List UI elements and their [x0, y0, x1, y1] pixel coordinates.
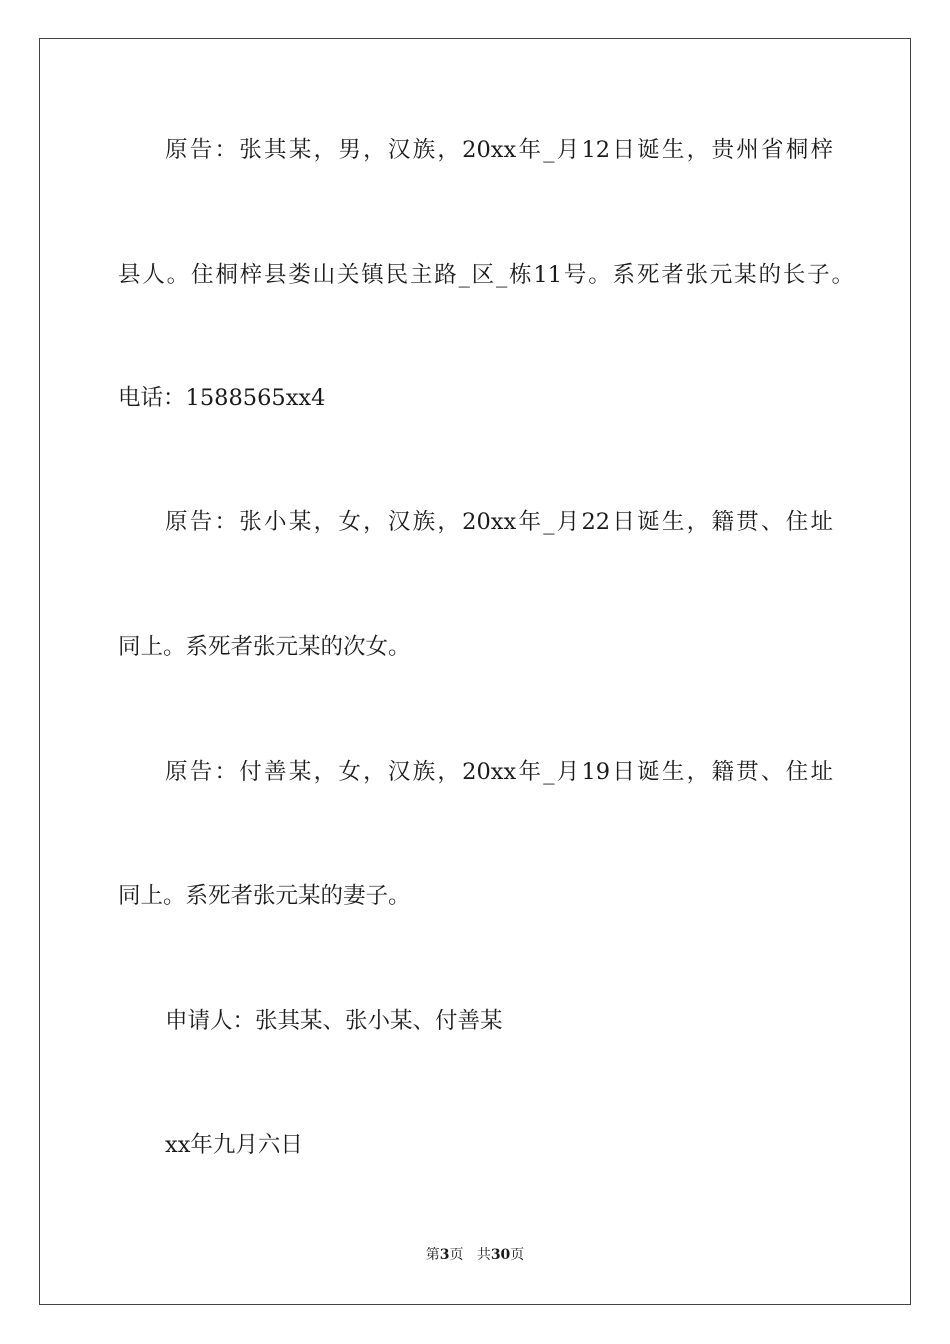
- paragraph-3-line-1: 原告：付善某，女，汉族，20xx年_月19日诞生，籍贯、住址: [165, 759, 833, 785]
- footer-page-suffix: 页: [449, 1247, 464, 1263]
- page-border: [39, 38, 911, 1305]
- paragraph-2-line-2: 同上。系死者张元某的次女。: [118, 634, 411, 660]
- paragraph-2-line-1: 原告：张小某，女，汉族，20xx年_月22日诞生，籍贯、住址: [165, 509, 833, 535]
- footer-page-current: 3: [439, 1247, 450, 1263]
- footer-total-suffix: 页: [510, 1247, 525, 1263]
- page-footer: [0, 1245, 950, 1265]
- paragraph-1-line-1: 原告：张其某，男，汉族，20xx年_月12日诞生，贵州省桐梓: [165, 137, 833, 163]
- paragraph-3-line-2: 同上。系死者张元某的妻子。: [118, 883, 411, 909]
- footer-page-total: 30: [490, 1247, 511, 1263]
- applicants-line: 申请人：张其某、张小某、付善某: [165, 1008, 503, 1034]
- paragraph-1-line-2: 县人。住桐梓县娄山关镇民主路_区_栋11号。系死者张元某的长子。: [118, 262, 854, 288]
- footer-page-prefix: 第: [425, 1247, 440, 1263]
- paragraph-1-line-3: 电话：1588565xx4: [118, 385, 326, 411]
- date-line: xx年九月六日: [165, 1132, 303, 1158]
- footer-total-prefix: 共: [476, 1247, 491, 1263]
